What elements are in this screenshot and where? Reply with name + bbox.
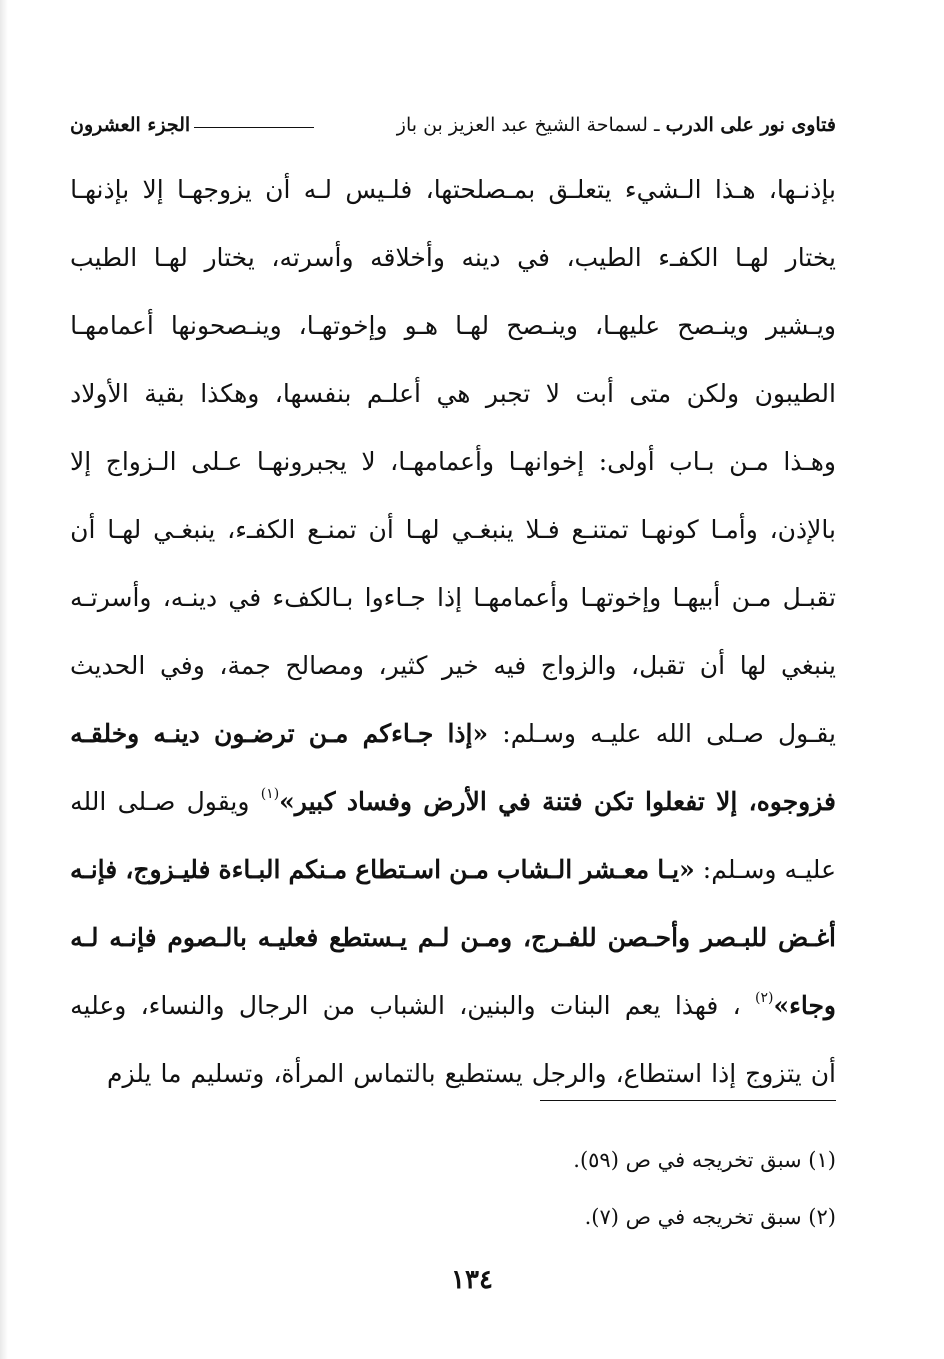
word: وينـصح <box>677 311 749 340</box>
word: لهـا <box>405 515 440 544</box>
word: الله <box>655 719 692 748</box>
word: بإذنـها، <box>768 175 836 204</box>
word: الـزواج <box>105 447 177 476</box>
word: وأسرتـه <box>70 583 152 612</box>
word: عليـه <box>784 855 836 884</box>
word: يزوجهـا <box>177 175 252 204</box>
word: ومصالح <box>285 651 364 680</box>
word: تفعلوا <box>645 787 705 816</box>
word: والزواج <box>540 651 617 680</box>
word: دينه <box>461 243 501 272</box>
word: لهـا <box>734 243 770 272</box>
word-with-footnote <box>755 972 836 1040</box>
text-line <box>70 428 836 496</box>
word: أغـض <box>778 923 836 952</box>
text-line <box>70 632 836 700</box>
word: اسـتطاع <box>355 855 442 884</box>
word: إلا <box>70 447 92 476</box>
word: «إذا <box>447 719 489 748</box>
word: إذا <box>711 1059 737 1088</box>
word: وهكذا <box>200 379 260 408</box>
word: مـن <box>729 447 769 476</box>
word: في <box>517 243 550 272</box>
word: الأرض <box>423 787 487 816</box>
word: في <box>228 583 262 612</box>
word: الـشيء <box>624 175 702 204</box>
footnote-reference: (٢) <box>755 990 774 1006</box>
text-line <box>70 904 836 972</box>
word: فليـزوج، <box>125 855 211 884</box>
word: معـشر <box>580 855 650 884</box>
word: استطاع، <box>615 1059 703 1088</box>
text-line <box>70 1040 836 1108</box>
text-line <box>70 292 836 360</box>
word: ينبغي <box>781 651 836 680</box>
word: الحديث <box>70 651 146 680</box>
word: خير <box>441 651 479 680</box>
word: كبير» <box>279 787 336 816</box>
word: وأمـا <box>710 515 758 544</box>
word: يعم <box>624 991 661 1020</box>
word: فيه <box>493 651 527 680</box>
word: فإنـه <box>109 923 157 952</box>
word: «يـا <box>657 855 695 884</box>
text-line <box>70 156 836 224</box>
page-edge-shadow <box>0 0 8 1359</box>
word: وينـصح <box>506 311 578 340</box>
word: الكفـء، <box>227 515 296 544</box>
word: وأسرته، <box>271 243 354 272</box>
word: وهـذا <box>783 447 836 476</box>
word: فإنـه <box>70 855 118 884</box>
word: أبت <box>575 379 614 408</box>
page-number: ١٣٤ <box>451 1265 493 1295</box>
word: يختار <box>785 243 836 272</box>
text-line <box>70 224 836 292</box>
text-line <box>70 768 836 836</box>
word: أعلـم <box>366 379 421 408</box>
word: تمتنـع <box>571 515 629 544</box>
word: وإخوتهـا <box>580 583 662 612</box>
word: بنفسها، <box>274 379 352 408</box>
word: أن <box>265 175 291 204</box>
series-title: فتاوى نور على الدرب <box>665 114 836 136</box>
word: الكفـء <box>658 243 719 272</box>
word: من <box>322 991 356 1020</box>
running-head-volume <box>70 114 314 136</box>
word: يجبرونهـا <box>256 447 347 476</box>
word: والبنين، <box>459 991 536 1020</box>
word: والنساء، <box>140 991 225 1020</box>
word: أن <box>810 1059 836 1088</box>
text-line <box>70 836 836 904</box>
word: تقبـل <box>782 583 836 612</box>
word: كثير، <box>378 651 428 680</box>
word: بـالكفء <box>272 583 354 612</box>
word: صـلى <box>706 719 764 748</box>
word: صـلى <box>117 787 176 816</box>
word: ترضـون <box>213 719 295 748</box>
word: وتسليم <box>190 1059 265 1088</box>
word: بالإذن، <box>769 515 836 544</box>
word: بقية <box>144 379 185 408</box>
word: يستطيع <box>444 1059 523 1088</box>
word: لـه <box>70 923 99 952</box>
word: وسـلم: <box>702 855 777 884</box>
word: أن <box>699 651 726 680</box>
word: مـن <box>449 855 489 884</box>
word: فعليـه <box>257 923 319 952</box>
word: فـلا <box>525 515 560 544</box>
word: ولكن <box>686 379 740 408</box>
running-head <box>70 108 836 142</box>
word: جمة، <box>219 651 271 680</box>
word: بـاب <box>669 447 715 476</box>
word: تكن <box>593 787 634 816</box>
word: ينبغـي <box>451 515 514 544</box>
word: مـن <box>731 583 772 612</box>
word: البنات <box>549 991 611 1020</box>
running-head-title <box>397 114 836 136</box>
word: ويقول <box>186 787 250 816</box>
word: لهـا <box>153 243 188 272</box>
word: في <box>498 787 531 816</box>
footnote-2: (٢) سبق تخريجه في ص (٧). <box>584 1205 836 1229</box>
word: وينـصحونها <box>170 311 282 340</box>
word: فتنة <box>542 787 583 816</box>
word: عليـه <box>590 719 642 748</box>
word: وفي <box>159 651 205 680</box>
text-line <box>70 564 836 632</box>
word: وعليه <box>70 991 127 1020</box>
word: بمـصلحتها، <box>425 175 536 204</box>
word: الطيبون <box>754 379 836 408</box>
footnote-separator <box>540 1100 836 1101</box>
word: الـشاب <box>496 855 573 884</box>
word: يتعلـق <box>548 175 612 204</box>
word: ، <box>732 991 741 1020</box>
footnote-reference: (١) <box>260 786 280 802</box>
word: لا <box>545 379 561 408</box>
word: تجبر <box>485 379 531 408</box>
word: ويـشير <box>766 311 836 340</box>
word: وفساد <box>346 787 412 816</box>
word: جـاءكم <box>362 719 434 748</box>
word: إلا <box>142 175 164 204</box>
word: عليهـا، <box>594 311 661 340</box>
text-line <box>70 360 836 428</box>
word: متى <box>629 379 672 408</box>
word: وإخوتهـا، <box>298 311 388 340</box>
word: بالتماس <box>353 1059 436 1088</box>
word: فزوجوه، <box>748 787 836 816</box>
word: جـاءوا <box>364 583 426 612</box>
word: مـنكم <box>288 855 348 884</box>
word: تقبل، <box>631 651 686 680</box>
volume-label: الجزء العشرون <box>70 114 191 136</box>
word: تمنـع <box>307 515 357 544</box>
word: هـذا <box>714 175 756 204</box>
word: دينـه، <box>162 583 218 612</box>
word: لهـا <box>107 515 142 544</box>
word: يتزوج <box>745 1059 802 1088</box>
word: هي <box>436 379 471 408</box>
word: كونهـا <box>640 515 699 544</box>
word: ينبغـي <box>153 515 216 544</box>
word: ومـن <box>460 923 513 952</box>
word: إلا <box>716 787 738 816</box>
word: إخوانهـا <box>508 447 585 476</box>
word: دينـه <box>153 719 200 748</box>
text-line <box>70 700 836 768</box>
word: وخلقـه <box>70 719 140 748</box>
word: الأولاد <box>70 379 129 408</box>
word: بالـصوم <box>167 923 247 952</box>
header-rule <box>194 127 314 128</box>
text-line <box>70 496 836 564</box>
word: الشباب <box>369 991 445 1020</box>
word: مـن <box>308 719 349 748</box>
word: بإذنهـا <box>70 175 130 204</box>
word: يقـول <box>777 719 836 748</box>
word: يختار <box>204 243 255 272</box>
word: لا <box>361 447 376 476</box>
word: وأخلاقه <box>370 243 445 272</box>
word: وجاء» <box>773 991 836 1020</box>
word: الطيب، <box>566 243 642 272</box>
word: الطيب <box>70 243 138 272</box>
word: أن <box>70 515 96 544</box>
word: وأحـصن <box>607 923 691 952</box>
text-line <box>70 972 836 1040</box>
word: وأعمامهـا <box>473 583 570 612</box>
word: فلـيس <box>345 175 413 204</box>
word: إذا <box>437 583 463 612</box>
word: أبيهـا <box>672 583 721 612</box>
footnotes <box>400 1132 836 1246</box>
body-text <box>70 156 836 1108</box>
word: عـلى <box>191 447 243 476</box>
word-with-footnote <box>261 768 336 836</box>
footnote-1: (١) سبق تخريجه في ص (٥٩). <box>573 1148 836 1172</box>
word: الرجال <box>238 991 309 1020</box>
word: وأعمامهـا، <box>390 447 495 476</box>
word: ما <box>160 1059 182 1088</box>
word: لهـا <box>455 311 490 340</box>
word: للفـرج، <box>522 923 597 952</box>
header-dash: ـ <box>654 114 660 136</box>
word: أولى: <box>598 447 655 476</box>
word: أعمامهـا <box>70 311 154 340</box>
word: للبـصر <box>700 923 768 952</box>
word: يلزم <box>106 1059 152 1088</box>
word: المرأة، <box>273 1059 345 1088</box>
word: يـستطع <box>329 923 408 952</box>
word: البـاءة <box>218 855 281 884</box>
word: لـم <box>417 923 450 952</box>
word: هـو <box>404 311 439 340</box>
word: أن <box>368 515 394 544</box>
word: لها <box>739 651 767 680</box>
word: الله <box>70 787 107 816</box>
author-line: لسماحة الشيخ عبد العزيز بن باز <box>396 114 648 136</box>
word: والرجل <box>531 1059 607 1088</box>
word: وسـلم: <box>502 719 576 748</box>
word: لـه <box>303 175 333 204</box>
word: فهذا <box>674 991 719 1020</box>
